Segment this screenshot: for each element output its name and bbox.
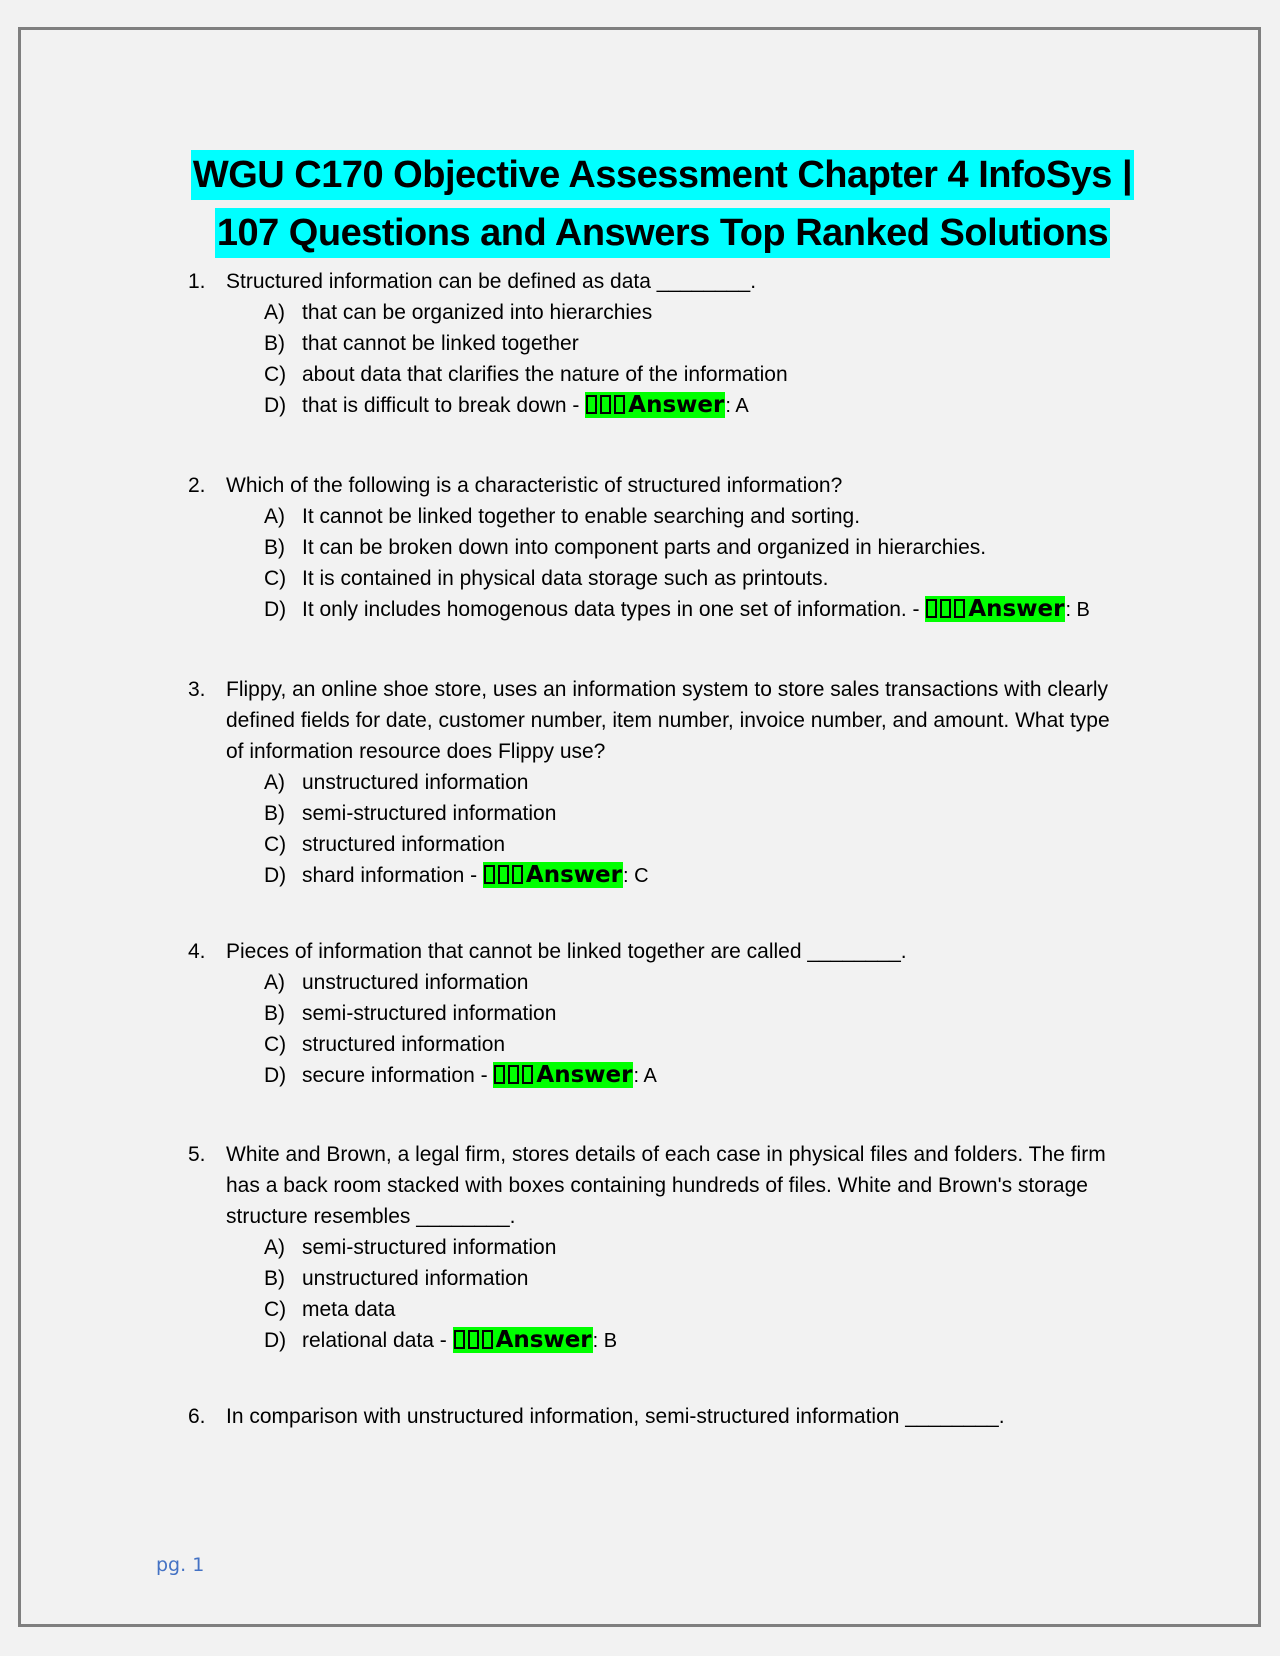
answer-highlight (453, 1327, 593, 1353)
answer-value: : C (622, 865, 649, 887)
option-text: semi-structured information (302, 802, 557, 825)
answer-value: : B (592, 1330, 618, 1352)
option-text: that cannot be linked together (302, 332, 579, 355)
answer-option (264, 501, 1118, 532)
answer-option (264, 359, 1118, 390)
question-text: In comparison with unstructured information, semi-structured information ________. (226, 1405, 1005, 1428)
option-letter: B) (264, 1267, 285, 1290)
option-letter: C) (264, 833, 287, 856)
question-text: Pieces of information that cannot be linked together are called ________. (226, 940, 907, 963)
question-item (188, 936, 1118, 1092)
question-number: 2. (188, 474, 206, 497)
answer-option (264, 328, 1118, 359)
option-letter: C) (264, 567, 287, 590)
question-text: Flippy, an online shoe store, uses an information system to store sales transactions with clearly defined fields for date, customer number, item number, invoice number, and amount. What type of information resource does Flippy use? (226, 678, 1110, 763)
option-text: semi-structured information (302, 1236, 557, 1259)
option-letter: C) (264, 1298, 287, 1321)
option-text: that is difficult to break down - (302, 394, 586, 417)
option-letter: B) (264, 536, 285, 559)
question-text: Structured information can be defined as data ________. (226, 270, 757, 293)
answer-option (264, 1060, 1118, 1092)
option-text: meta data (302, 1298, 396, 1321)
option-letter: B) (264, 332, 285, 355)
option-letter: A) (264, 301, 285, 324)
title-line-1: WGU C170 Objective Assessment Chapter 4 InfoSys | (191, 150, 1134, 200)
answer-option (264, 860, 1118, 892)
option-letter: D) (264, 1064, 287, 1087)
answer-highlight (585, 392, 725, 418)
option-letter: A) (264, 1236, 285, 1259)
option-letter: A) (264, 771, 285, 794)
missing-glyph-icon (926, 594, 968, 625)
question-number: 6. (188, 1405, 206, 1428)
question-text: Which of the following is a characteristic of structured information? (226, 474, 843, 497)
answer-option (264, 1294, 1118, 1325)
question-item (188, 266, 1118, 422)
option-text: relational data - (302, 1329, 453, 1352)
answer-value: : A (633, 1065, 657, 1087)
option-text: that can be organized into hierarchies (302, 301, 653, 324)
question-item (188, 674, 1118, 892)
document-title (120, 150, 1205, 258)
answer-value: : A (725, 395, 749, 417)
answer-label: Answer (536, 1062, 633, 1088)
question-number: 4. (188, 940, 206, 963)
answer-option (264, 532, 1118, 563)
answer-label: Answer (968, 596, 1065, 622)
question-number: 1. (188, 270, 206, 293)
option-letter: D) (264, 598, 287, 621)
answer-label: Answer (525, 862, 622, 888)
answer-highlight (483, 862, 623, 888)
option-text: It is contained in physical data storage such as printouts. (302, 567, 829, 590)
option-letter: C) (264, 1033, 287, 1056)
answer-option (264, 1232, 1118, 1263)
question-text: White and Brown, a legal firm, stores details of each case in physical files and folders. The firm has a back room stacked with boxes containing hundreds of files. White and Brown's storage structure resembles ________. (226, 1143, 1106, 1228)
answer-option (264, 1263, 1118, 1294)
answer-label: Answer (495, 1327, 592, 1353)
question-number: 5. (188, 1143, 206, 1166)
question-item (188, 470, 1118, 626)
missing-glyph-icon (494, 1060, 536, 1091)
option-text: unstructured information (302, 1267, 529, 1290)
answer-option (264, 998, 1118, 1029)
option-text: structured information (302, 833, 506, 856)
option-letter: D) (264, 394, 287, 417)
option-text: about data that clarifies the nature of the information (302, 363, 788, 386)
option-text: structured information (302, 1033, 506, 1056)
answer-option (264, 829, 1118, 860)
answer-option (264, 1029, 1118, 1060)
answer-option (264, 390, 1118, 422)
option-letter: D) (264, 864, 287, 887)
option-text: unstructured information (302, 771, 529, 794)
option-text: It only includes homogenous data types in one set of information. - (302, 598, 926, 621)
question-item (188, 1139, 1118, 1357)
answer-label: Answer (628, 392, 725, 418)
option-text: shard information - (302, 864, 483, 887)
answer-option (264, 967, 1118, 998)
answer-highlight (493, 1062, 633, 1088)
question-item (188, 1401, 1118, 1432)
answer-option (264, 767, 1118, 798)
option-letter: C) (264, 363, 287, 386)
answer-option (264, 594, 1118, 626)
option-text: It can be broken down into component parts and organized in hierarchies. (302, 536, 987, 559)
missing-glyph-icon (586, 390, 628, 421)
option-letter: B) (264, 1002, 285, 1025)
option-text: secure information - (302, 1064, 494, 1087)
option-letter: A) (264, 971, 285, 994)
answer-option (264, 563, 1118, 594)
page-number: pg. 1 (156, 1554, 205, 1576)
option-letter: D) (264, 1329, 287, 1352)
answer-value: : B (1065, 599, 1090, 621)
answer-option (264, 798, 1118, 829)
option-text: It cannot be linked together to enable searching and sorting. (302, 505, 861, 528)
missing-glyph-icon (484, 860, 526, 891)
option-letter: B) (264, 802, 285, 825)
option-text: unstructured information (302, 971, 529, 994)
answer-option (264, 1325, 1118, 1357)
title-line-2: 107 Questions and Answers Top Ranked Solutions (215, 208, 1110, 258)
question-number: 3. (188, 678, 206, 701)
missing-glyph-icon (454, 1325, 496, 1356)
option-letter: A) (264, 505, 285, 528)
option-text: semi-structured information (302, 1002, 557, 1025)
answer-highlight (925, 596, 1065, 622)
answer-option (264, 297, 1118, 328)
